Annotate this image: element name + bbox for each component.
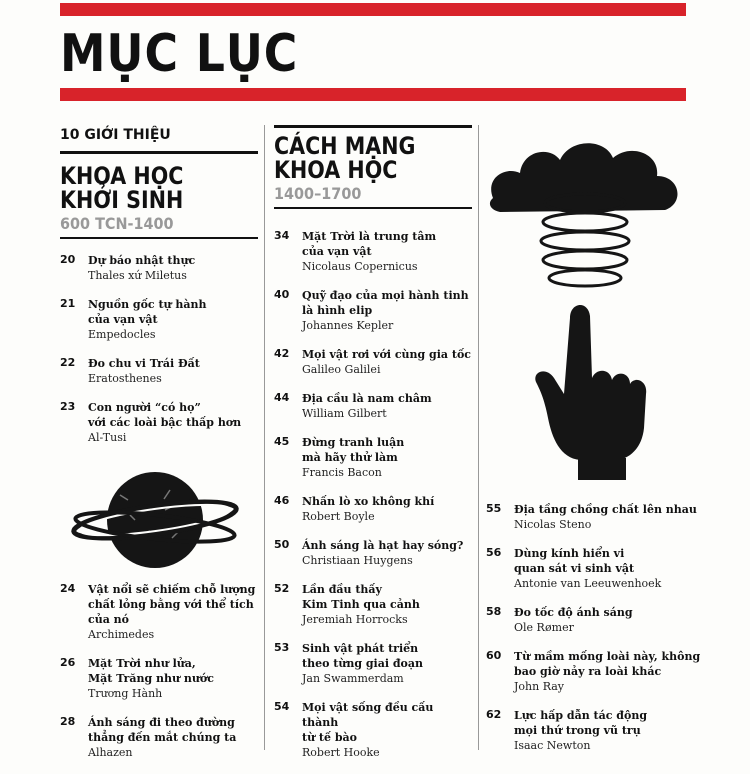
page-number: 54 [274,700,290,713]
entry-title: Dùng kính hiển vi quan sát vi sinh vật [514,547,635,575]
entry-author: Nicolaus Copernicus [302,260,418,273]
entry-author: Isaac Newton [514,739,591,752]
entry-title: Lực hấp dẫn tác động mọi thứ trong vũ trụ [514,709,648,737]
entry-author: Antonie van Leeuwenhoek [514,577,662,590]
page-number: 53 [274,641,290,654]
page-number: 52 [274,582,290,595]
entry-author: Empedocles [88,328,156,341]
page-number: 42 [274,347,290,360]
entry-author: Johannes Kepler [302,319,394,332]
entry-author: John Ray [514,680,565,693]
entry-title: Sinh vật phát triển theo từng giai đoạn [302,642,423,670]
toc-entry[interactable] [60,582,258,642]
page-number: 56 [486,546,502,559]
entry-title: Lần đầu thấy Kim Tinh qua cảnh [302,583,420,611]
toc-list-revolution-continued [486,502,706,753]
toc-list-revolution [274,229,472,760]
entry-author: Galileo Galilei [302,363,381,376]
entry-author: Christiaan Huygens [302,554,413,567]
page-title: MỤC LỤC [60,24,299,84]
entry-author: Robert Boyle [302,510,375,523]
page-number: 20 [60,253,76,266]
toc-entry[interactable] [60,400,258,445]
entry-author: Ole Rømer [514,621,574,634]
page-number: 26 [60,656,76,669]
toc-entry[interactable] [274,641,472,686]
column-divider [478,125,479,750]
page-number: 28 [60,715,76,728]
section-years-early: 600 TCN-1400 [60,214,174,233]
entry-title: Đo chu vi Trái Đất [88,357,200,370]
entry-author: Francis Bacon [302,466,382,479]
entry-title: Mặt Trời là trung tâm của vạn vật [302,230,437,258]
entry-title: Địa cầu là nam châm [302,392,432,405]
section-title-revolution: CÁCH MẠNG KHOA HỌC [274,132,416,184]
page-number: 40 [274,288,290,301]
page-number: 60 [486,649,502,662]
intro-entry[interactable]: 10 GIỚI THIỆU [60,127,171,143]
page-number: 44 [274,391,290,404]
entry-title: Đo tốc độ ánh sáng [514,606,633,619]
column-scientific-revolution-continued [486,502,706,767]
toc-entry[interactable] [274,347,472,377]
page-number: 23 [60,400,76,413]
entry-title: Quỹ đạo của mọi hành tinh là hình elip [302,289,469,317]
entry-title: Mọi vật rơi với cùng gia tốc [302,348,471,361]
toc-entry[interactable] [274,700,472,760]
page-number: 24 [60,582,76,595]
toc-entry[interactable] [60,253,258,283]
entry-author: Al-Tusi [88,431,127,444]
bottom-red-bar [60,88,686,101]
entry-title: Ánh sáng đi theo đường thẳng đến mắt chúng ta [88,716,237,744]
entry-title: Nhấn lò xo không khí [302,495,435,508]
toc-entry[interactable] [60,715,258,760]
toc-entry[interactable] [274,435,472,480]
toc-entry[interactable] [486,708,706,753]
page-number: 62 [486,708,502,721]
entry-author: Nicolas Steno [514,518,592,531]
toc-entry[interactable] [274,391,472,421]
page-number: 22 [60,356,76,369]
entry-author: Jeremiah Horrocks [302,613,408,626]
entry-title: Mọi vật sống đều cấu thành từ tế bào [302,701,434,744]
entry-title: Đừng tranh luận mà hãy thử làm [302,436,405,464]
divider [60,151,258,154]
entry-author: Thales xứ Miletus [88,269,187,282]
entry-title: Địa tầng chồng chất lên nhau [514,503,697,516]
page-number: 50 [274,538,290,551]
toc-entry[interactable] [486,605,706,635]
page-number: 46 [274,494,290,507]
toc-entry[interactable] [274,582,472,627]
toc-entry[interactable] [486,649,706,694]
toc-entry[interactable] [60,297,258,342]
toc-entry[interactable] [274,229,472,274]
entry-author: Alhazen [88,746,133,759]
globe-rings-icon [70,465,240,575]
toc-entry[interactable] [486,502,706,532]
toc-entry[interactable] [274,538,472,568]
entry-title: Mặt Trời như lửa, Mặt Trăng như nước [88,657,214,685]
entry-title: Ánh sáng là hạt hay sóng? [302,539,464,552]
entry-author: Jan Swammerdam [302,672,404,685]
page-number: 55 [486,502,502,515]
toc-entry[interactable] [486,546,706,591]
entry-author: Robert Hooke [302,746,380,759]
entry-author: Trương Hành [88,687,163,700]
divider [274,125,472,128]
page-number: 45 [274,435,290,448]
entry-title: Vật nổi sẽ chiếm chỗ lượng chất lỏng bằng với thể tích của nó [88,583,256,626]
column-early-science-lower [60,582,258,774]
page-number: 21 [60,297,76,310]
pointing-hand-icon [530,298,650,483]
column-early-science [60,125,258,459]
entry-title: Con người “có họ” với các loài bậc thấp hơn [88,401,242,429]
entry-author: William Gilbert [302,407,387,420]
entry-author: Archimedes [88,628,155,641]
toc-entry[interactable] [274,288,472,333]
cloud-spring-icon [485,128,685,298]
entry-title: Dự báo nhật thực [88,254,196,267]
page-number: 34 [274,229,290,242]
toc-entry[interactable] [60,356,258,386]
entry-title: Nguồn gốc tự hành của vạn vật [88,298,207,326]
entry-title: Từ mầm mống loài này, không bao giờ nảy ra loài khác [514,650,701,678]
toc-list-early-top [60,253,258,445]
entry-author: Eratosthenes [88,372,162,385]
divider [274,207,472,209]
toc-entry[interactable] [274,494,472,524]
toc-entry[interactable] [60,656,258,701]
section-title-early: KHOA HỌC KHỞI SINH [60,162,184,214]
column-scientific-revolution [274,125,472,774]
column-divider [264,125,265,750]
section-years-revolution: 1400–1700 [274,184,362,203]
divider [60,237,258,239]
page-number: 58 [486,605,502,618]
toc-list-early-bottom [60,582,258,760]
top-red-bar [60,3,686,16]
